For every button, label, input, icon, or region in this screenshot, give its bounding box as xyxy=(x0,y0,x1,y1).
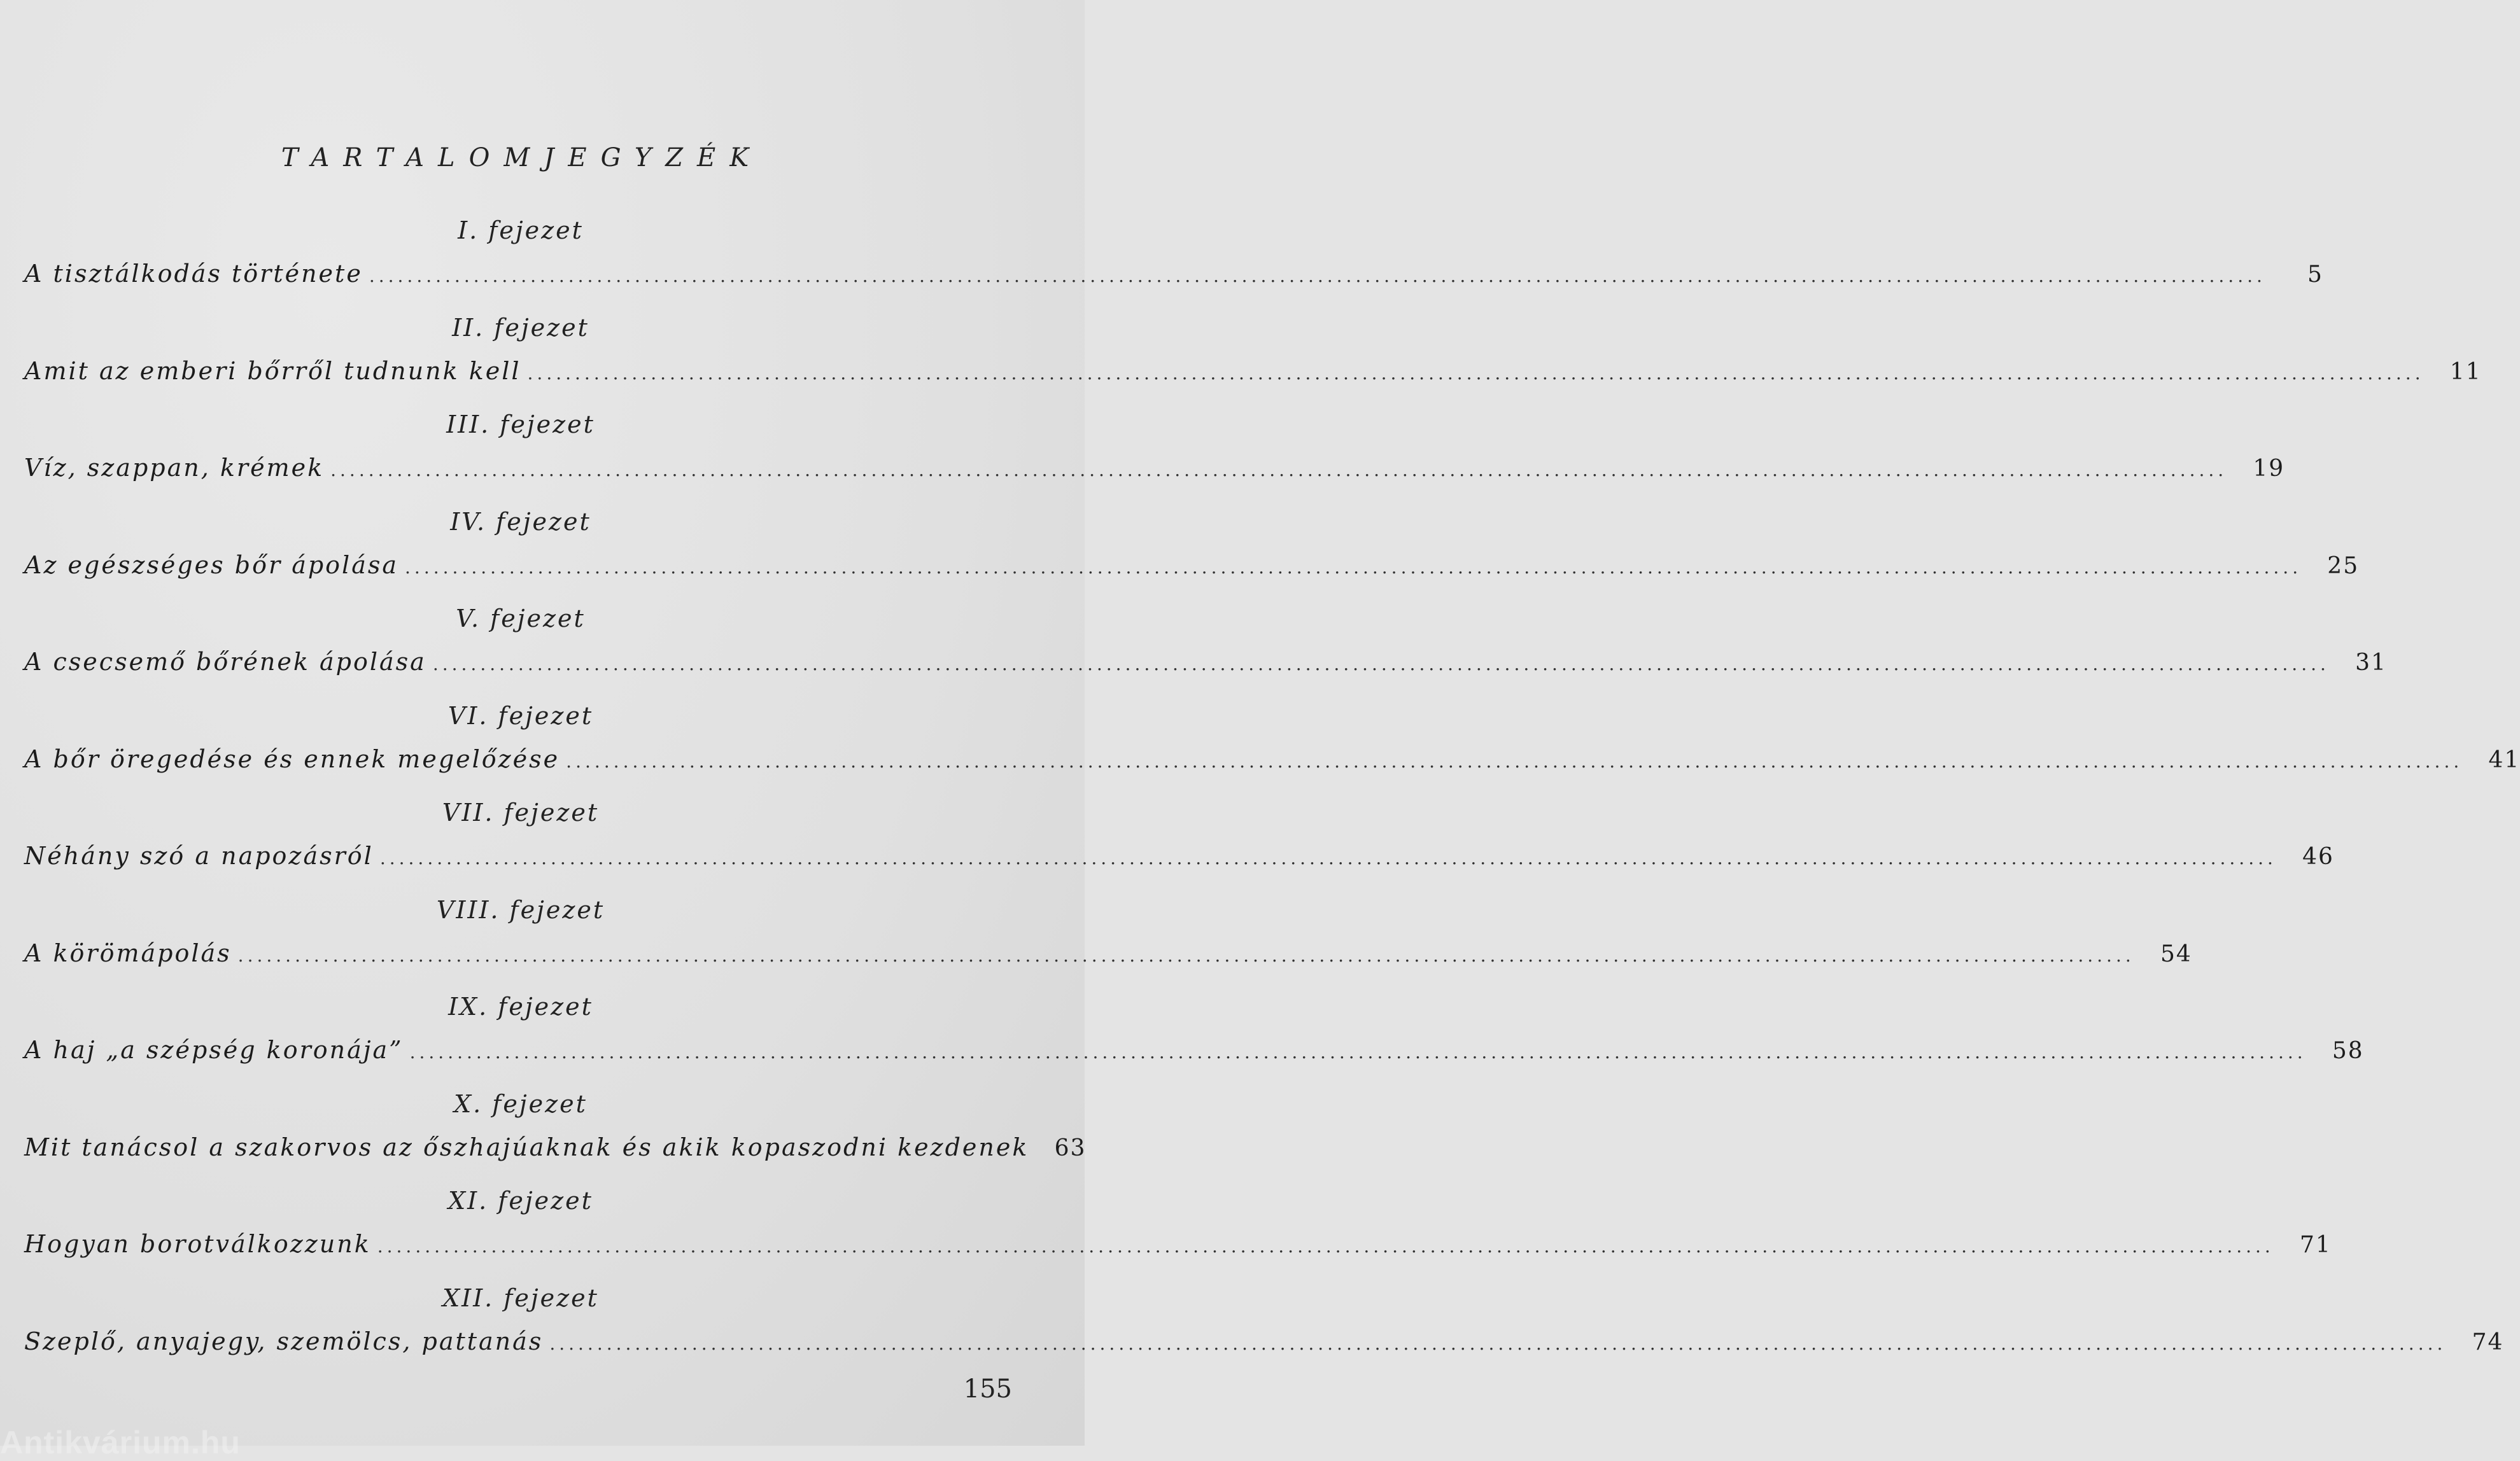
page-number: 155 xyxy=(963,1374,1012,1404)
dot-leader: ........................................................................................................................................................................................................ xyxy=(237,944,2135,966)
chapter-heading: XI. fejezet xyxy=(448,1187,593,1215)
entry-page-number: 25 xyxy=(2327,552,2360,579)
entry-page-number: 46 xyxy=(2302,844,2334,870)
chapter-heading: I. fejezet xyxy=(458,216,584,244)
entry-title: A bőr öregedése és ennek megelőzése xyxy=(24,744,560,773)
chapter-1 xyxy=(24,216,2323,314)
chapter-6 xyxy=(24,701,2520,799)
toc-entry xyxy=(24,1327,2504,1355)
toc-title: TARTALOMJEGYZÉK xyxy=(281,143,763,172)
toc-entry xyxy=(24,1036,2364,1064)
chapter-heading: VIII. fejezet xyxy=(436,895,605,924)
entry-page-number: 63 xyxy=(1054,1135,1087,1161)
chapter-heading: V. fejezet xyxy=(456,605,586,633)
chapter-8 xyxy=(24,895,2192,993)
chapter-7 xyxy=(24,799,2334,896)
dot-leader: ........................................................................................................................................................................................................ xyxy=(379,848,2277,869)
entry-title: Az egészséges bőr ápolása xyxy=(24,550,399,579)
entry-page-number: 71 xyxy=(2300,1232,2332,1258)
dot-leader: ........................................................................................................................................................................................................ xyxy=(432,654,2330,675)
chapter-heading: IV. fejezet xyxy=(450,507,591,536)
toc-entry xyxy=(24,356,2482,385)
chapter-heading: VI. fejezet xyxy=(447,701,594,730)
entry-page-number: 58 xyxy=(2332,1038,2364,1064)
chapter-5 xyxy=(24,605,2387,702)
chapter-2 xyxy=(24,313,2482,411)
toc-entry xyxy=(24,842,2334,870)
entry-page-number: 31 xyxy=(2355,650,2387,676)
toc-entry xyxy=(24,1230,2332,1258)
entry-title: A tisztálkodás története xyxy=(24,260,363,288)
toc-entry xyxy=(24,648,2387,676)
dot-leader: ........................................................................................................................................................................................................ xyxy=(369,265,2266,286)
entry-page-number: 41 xyxy=(2488,746,2520,773)
toc-entry xyxy=(24,1133,1087,1161)
chapter-12 xyxy=(24,1283,2504,1381)
entry-page-number: 19 xyxy=(2253,456,2285,482)
chapter-4 xyxy=(24,507,2360,605)
dot-leader: ........................................................................................................................................................................................................ xyxy=(409,1042,2307,1063)
dot-leader: ........................................................................................................................................................................................................ xyxy=(330,459,2228,480)
entry-title: Szeplő, anyajegy, szemölcs, pattanás xyxy=(24,1327,544,1355)
dot-leader: ........................................................................................................................................................................................................ xyxy=(377,1236,2274,1257)
dot-leader: ........................................................................................................................................................................................................ xyxy=(405,556,2302,578)
entry-title: Mit tanácsol a szakorvos az őszhajúaknak és akik kopaszodni kezdenek xyxy=(24,1133,1029,1161)
entry-page-number: 11 xyxy=(2449,358,2482,385)
toc-entry xyxy=(24,260,2323,288)
entry-title: Hogyan borotválkozzunk xyxy=(24,1230,371,1258)
entry-title: A csecsemő bőrének ápolása xyxy=(24,648,426,676)
chapter-10 xyxy=(24,1089,1087,1187)
chapter-heading: IX. fejezet xyxy=(448,993,593,1021)
watermark: Antikvárium.hu xyxy=(0,1425,241,1460)
entry-page-number: 74 xyxy=(2472,1329,2504,1355)
chapter-heading: VII. fejezet xyxy=(442,799,600,827)
entry-page-number: 54 xyxy=(2160,940,2192,967)
toc-entry xyxy=(24,550,2360,579)
chapter-heading: III. fejezet xyxy=(446,410,595,438)
toc-entry xyxy=(24,939,2192,967)
chapter-11 xyxy=(24,1187,2332,1284)
dot-leader: ........................................................................................................................................................................................................ xyxy=(549,1332,2447,1354)
entry-title: Amit az emberi bőrről tudnunk kell xyxy=(24,356,521,385)
chapter-heading: X. fejezet xyxy=(454,1089,588,1118)
toc-entry xyxy=(24,744,2520,773)
entry-title: A körömápolás xyxy=(24,939,232,967)
chapter-heading: II. fejezet xyxy=(452,313,589,342)
toc-entry xyxy=(24,454,2285,482)
chapter-9 xyxy=(24,993,2364,1090)
dot-leader: ........................................................................................................................................................................................................ xyxy=(527,362,2425,384)
entry-title: Néhány szó a napozásról xyxy=(24,842,374,870)
chapter-heading: XII. fejezet xyxy=(442,1283,599,1312)
entry-title: Víz, szappan, krémek xyxy=(24,454,325,482)
table-of-contents xyxy=(24,216,2520,1381)
entry-title: A haj „a szépség koronája” xyxy=(24,1036,404,1064)
entry-page-number: 5 xyxy=(2307,262,2323,288)
chapter-3 xyxy=(24,410,2285,508)
dot-leader: ........................................................................................................................................................................................................ xyxy=(566,750,2463,772)
